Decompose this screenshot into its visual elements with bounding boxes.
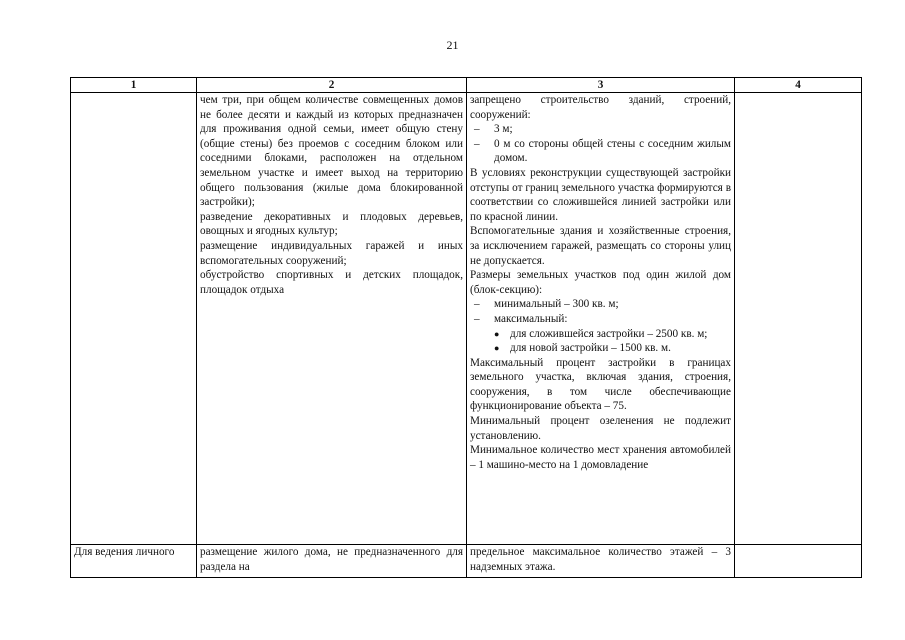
cell-permitted-uses: размещение жилого дома, не предназначенного для раздела на — [197, 545, 467, 578]
bullet-marker: ● — [494, 343, 500, 354]
list-item — [470, 312, 731, 327]
parameter-paragraph: Минимальное количество мест хранения автомобилей – 1 машино-место на 1 домовладение — [470, 444, 731, 471]
permitted-use-text: разведение декоративных и плодовых деревьев, овощных и ягодных культур; — [200, 210, 463, 238]
column-header-3: 3 — [467, 78, 735, 93]
list-item-text: минимальный – 300 кв. м; — [494, 298, 619, 311]
dash-marker: – — [474, 312, 480, 325]
list-item — [470, 341, 731, 356]
dash-marker: – — [474, 123, 480, 136]
list-item-text: 3 м; — [494, 123, 513, 136]
permitted-use-text: обустройство спортивных и детских площадок, площадок отдыха — [200, 269, 463, 296]
cell-notes — [735, 545, 862, 578]
cell-parameters — [467, 93, 735, 545]
parameter-paragraph: В условиях реконструкции существующей застройки отступы от границ земельного участка формируются в соответствии со сложившейся линией застройки или по красной линии. — [470, 166, 731, 223]
cell-zone-type — [71, 93, 197, 545]
cell-zone-type: Для ведения личного — [71, 545, 197, 578]
permitted-use-text: чем три, при общем количестве совмещенных домов не более десяти и каждый из которых предназначен для проживания одной семьи, имеет общую стену (общие стены) без проемов с соседним блоком или соседними блоками, расположен на отдельном земельном участке и имеет выход на территорию общего пользования (жилые дома блокированной застройки); — [200, 94, 463, 209]
dash-marker: – — [474, 298, 480, 311]
table-row — [71, 545, 862, 578]
parameter-paragraph: Вспомогательные здания и хозяйственные строения, за исключением гаражей, размещать со стороны улиц не допускается. — [470, 225, 731, 267]
permitted-use-text: размещение индивидуальных гаражей и иных вспомогательных сооружений; — [200, 239, 463, 267]
parameter-paragraph: запрещено строительство зданий, строений, сооружений: — [470, 94, 731, 121]
list-item-text: для сложившейся застройки – 2500 кв. м; — [510, 327, 708, 340]
list-item-text: 0 м со стороны общей стены с соседним жилым домом. — [494, 137, 731, 165]
column-header-2: 2 — [197, 78, 467, 93]
column-header-4: 4 — [735, 78, 862, 93]
parameter-paragraph: Минимальный процент озеленения не подлежит установлению. — [470, 415, 731, 442]
list-item-text: максимальный: — [494, 312, 568, 325]
column-header-1: 1 — [71, 78, 197, 93]
bullet-marker: ● — [494, 328, 500, 339]
dash-marker: – — [474, 137, 480, 150]
parameter-paragraph: Размеры земельных участков под один жилой дом (блок-секцию): — [470, 269, 731, 296]
page-number: 21 — [446, 38, 459, 52]
cell-parameters: предельное максимальное количество этажей – 3 надземных этажа. — [467, 545, 735, 578]
parameter-paragraph: Максимальный процент застройки в границах земельного участка, включая здания, строения, сооружения, в том числе обеспечивающие функционирование объекта – 75. — [470, 356, 731, 413]
cell-notes — [735, 93, 862, 545]
cell-permitted-uses — [197, 93, 467, 545]
list-item — [470, 122, 731, 137]
list-item — [470, 137, 731, 166]
table-row — [71, 93, 862, 545]
list-item — [470, 297, 731, 312]
list-item — [470, 327, 731, 342]
list-item-text: для новой застройки – 1500 кв. м. — [510, 342, 671, 355]
regulations-table — [70, 77, 862, 578]
table-header-row — [71, 78, 862, 93]
